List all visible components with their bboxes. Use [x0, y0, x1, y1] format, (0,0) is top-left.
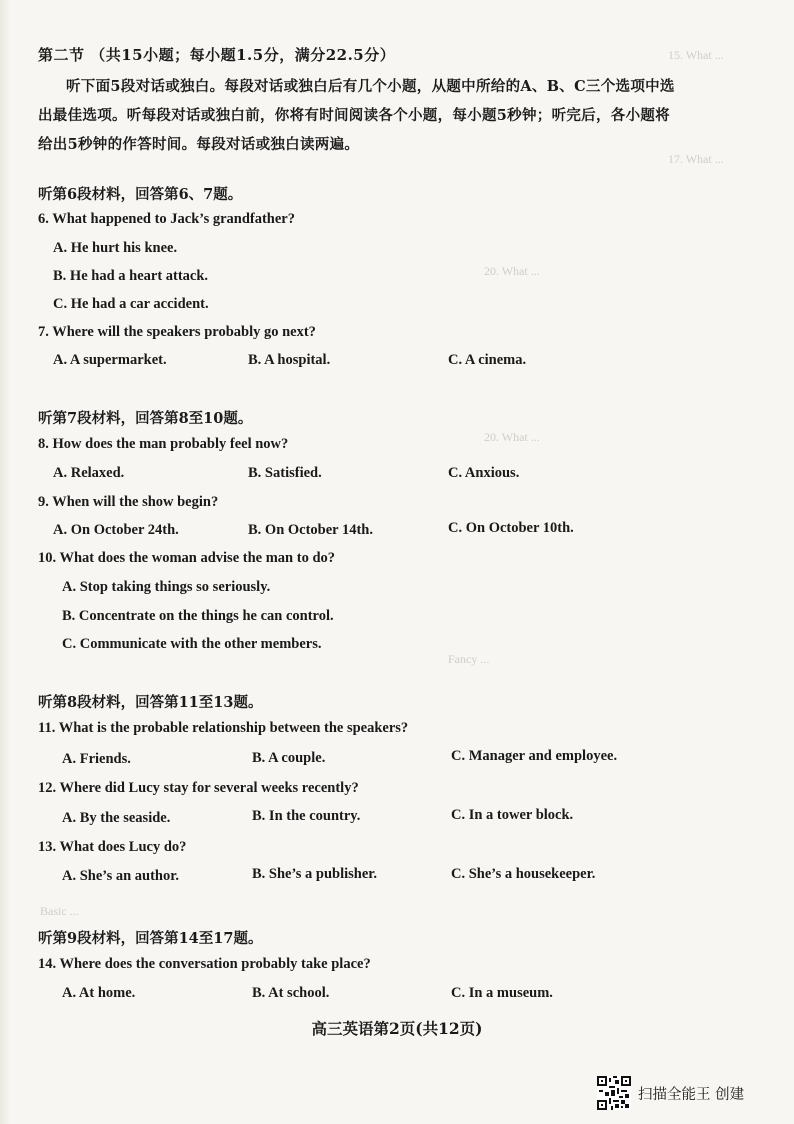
bleed-through: 17. What ...: [668, 152, 724, 166]
option: B. Concentrate on the things he can control.: [62, 608, 334, 624]
option: A. By the seaside.: [62, 810, 171, 826]
option: B. At school.: [252, 985, 330, 1001]
option: B. A couple.: [252, 750, 326, 766]
option: A. At home.: [62, 985, 136, 1001]
option: A. Stop taking things so seriously.: [62, 579, 271, 595]
bleed-through: 15. What ...: [668, 48, 724, 62]
qr-code-icon: [597, 1076, 631, 1110]
question-stem: 11. What is the probable relationship between the speakers?: [38, 720, 409, 736]
page-edge-shadow: [0, 0, 10, 1124]
option: A. On October 24th.: [53, 522, 179, 538]
group-header: 听第9段材料，回答第14至17题。: [38, 930, 263, 947]
option: B. A hospital.: [248, 352, 331, 368]
question-stem: 10. What does the woman advise the man to do?: [38, 550, 336, 566]
question-stem: 9. When will the show begin?: [38, 494, 219, 510]
page-footer: 高三英语第2页(共12页): [311, 1019, 483, 1038]
group-header: 听第7段材料，回答第8至10题。: [38, 410, 253, 427]
scanner-watermark: 扫描全能王 创建: [638, 1087, 745, 1103]
bleed-through: 20. What ...: [484, 264, 540, 278]
option: A. She’s an author.: [62, 868, 179, 884]
option: A. Relaxed.: [53, 465, 125, 481]
option: C. She’s a housekeeper.: [451, 866, 596, 882]
bleed-through: Fancy ...: [448, 652, 490, 666]
question-stem: 13. What does Lucy do?: [38, 839, 187, 855]
question-stem: 6. What happened to Jack’s grandfather?: [38, 211, 295, 227]
bleed-through: Basic ...: [40, 904, 79, 918]
option: C. Manager and employee.: [451, 748, 618, 764]
question-stem: 8. How does the man probably feel now?: [38, 436, 289, 452]
option: C. In a museum.: [451, 985, 553, 1001]
question-stem: 14. Where does the conversation probably take place?: [38, 956, 371, 972]
option: A. Friends.: [62, 751, 131, 767]
question-stem: 7. Where will the speakers probably go next?: [38, 324, 316, 340]
option: B. He had a heart attack.: [53, 268, 209, 284]
option: C. Anxious.: [448, 465, 520, 481]
option: C. On October 10th.: [448, 520, 574, 536]
option: C. He had a car accident.: [53, 296, 209, 312]
option: B. Satisfied.: [248, 465, 322, 481]
option: C. Communicate with the other members.: [62, 636, 322, 652]
option: B. On October 14th.: [248, 522, 373, 538]
option: C. In a tower block.: [451, 807, 574, 823]
group-header: 听第6段材料，回答第6、7题。: [38, 186, 243, 203]
section-title: 第二节 （共15小题；每小题1.5分，满分22.5分）: [38, 46, 396, 64]
question-stem: 12. Where did Lucy stay for several weeks recently?: [38, 780, 359, 796]
bleed-through: 20. What ...: [484, 430, 540, 444]
section-instructions: 听下面5段对话或独白。每段对话或独白后有几个小题，从题中所给的A、B、C三个选项中选出最佳选项。听每段对话或独白前，你将有时间阅读各个小题，每小题5秒钟；听完后，各小题将给出5秒钟的作答时间。每段对话或独白读两遍。: [38, 78, 675, 153]
option: A. He hurt his knee.: [53, 240, 178, 256]
group-header: 听第8段材料，回答第11至13题。: [38, 694, 263, 711]
option: A. A supermarket.: [53, 352, 167, 368]
option: B. In the country.: [252, 808, 361, 824]
option: C. A cinema.: [448, 352, 527, 368]
option: B. She’s a publisher.: [252, 866, 378, 882]
